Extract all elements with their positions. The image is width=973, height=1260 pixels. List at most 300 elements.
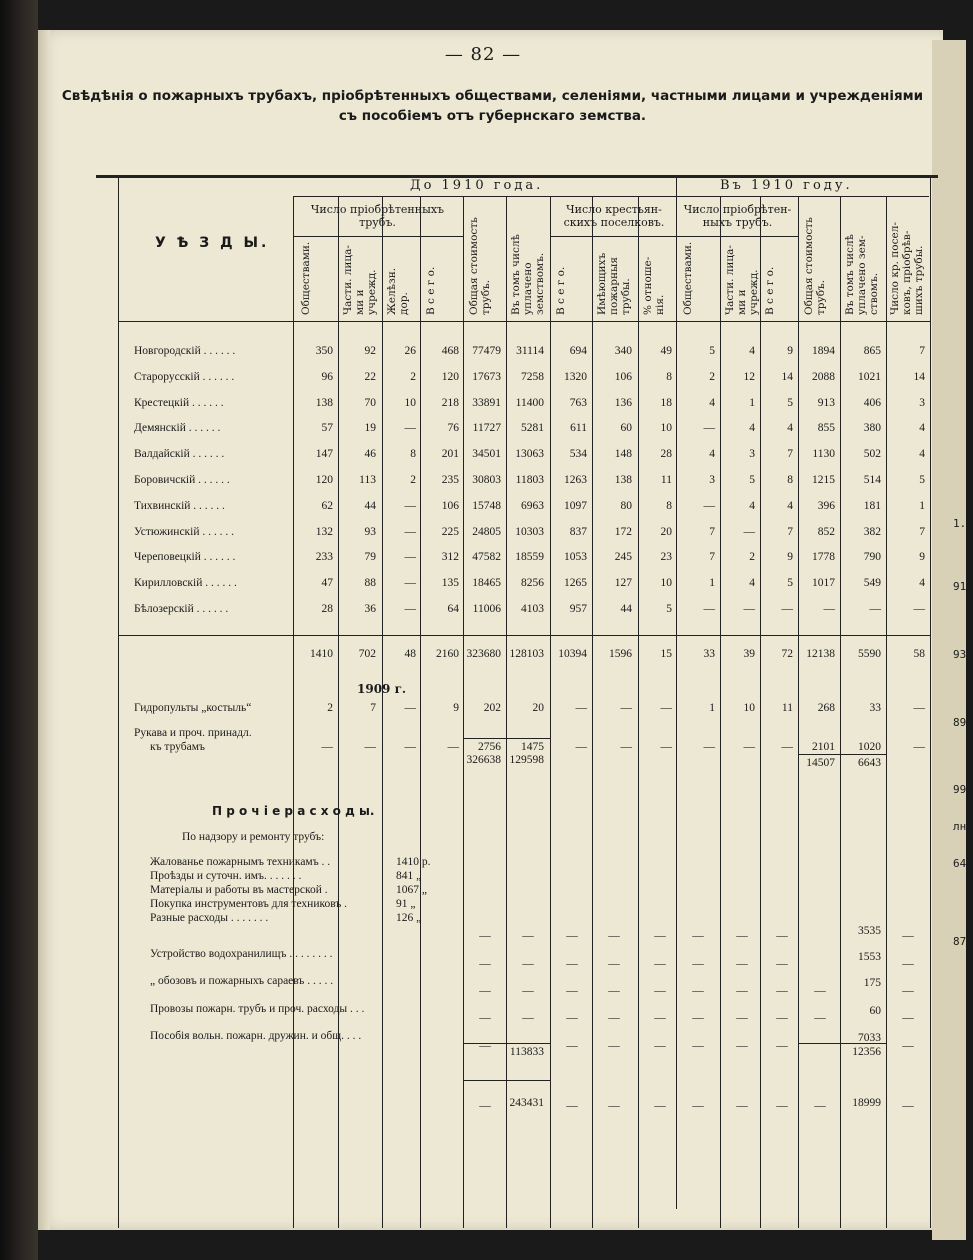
expense-1910: 60 [869, 1005, 881, 1017]
cell: 5590 [858, 648, 881, 660]
cell: 11006 [472, 603, 501, 615]
dash-cell: — [608, 1012, 620, 1024]
page-edge [38, 30, 50, 1230]
cell: — [404, 422, 416, 435]
cell: 4 [709, 396, 715, 409]
header-col-villages-1910: Число кр. посел-ковъ, пріобрѣв-шихъ трубы. [889, 222, 925, 315]
cell: 23 [660, 551, 672, 564]
cell: 46 [364, 448, 376, 461]
supervision-title: По надзору и ремонту трубъ: [182, 831, 325, 843]
cell: — [575, 702, 587, 714]
cell: 323680 [466, 648, 501, 660]
dash-cell: — [566, 958, 578, 970]
cell: 47 [321, 577, 333, 590]
cell: 8 [787, 474, 793, 486]
header-col-total-1910: В с е г о. [764, 266, 776, 315]
cell: 9 [787, 345, 793, 357]
cell: 106 [614, 370, 632, 383]
cell: 852 [817, 525, 835, 538]
dash-cell: — [814, 1012, 826, 1024]
dash-cell: — [736, 1040, 748, 1052]
cell: 1017 [812, 577, 835, 590]
dash-cell: — [479, 1040, 491, 1052]
grand-1910: 18999 [852, 1097, 881, 1109]
cell: — [364, 741, 376, 753]
dash-cell: — [479, 930, 491, 942]
cell: 48 [404, 648, 416, 660]
facing-page [932, 40, 966, 1240]
dash-cell: — [654, 1100, 666, 1112]
dash-cell: — [692, 958, 704, 970]
cell: 24805 [472, 525, 501, 538]
dash-cell: — [608, 930, 620, 942]
dash-cell: — [902, 985, 914, 997]
cell: 31114 [516, 345, 544, 357]
cell: 2101 [812, 741, 835, 753]
cell: — [823, 603, 835, 615]
cell: 88 [364, 577, 376, 590]
grand-rule [463, 1080, 551, 1081]
district-name: Тихвинскій . . . . . . [134, 499, 225, 512]
header-col-private: Части. лица-ми и учрежд. [342, 245, 378, 315]
dash-cell: — [736, 930, 748, 942]
header-col-paid: Въ томъ числѣ уплачено земствомъ. [510, 234, 546, 315]
dash-cell: — [736, 958, 748, 970]
cell: 9 [787, 551, 793, 564]
header-bottom-rule [118, 321, 930, 322]
cell: — [703, 422, 715, 435]
hydro-name: Гидропульты „костыль“ [134, 702, 252, 714]
dash-cell: — [692, 985, 704, 997]
hoses-name-2: къ трубамъ [150, 741, 205, 753]
column-rule [930, 178, 931, 1228]
dash-cell: — [654, 985, 666, 997]
cell: 790 [863, 551, 881, 564]
dash-cell: — [692, 1040, 704, 1052]
hoses-name-1: Рукава и проч. принадл. [134, 727, 252, 739]
cell: 58 [913, 648, 925, 660]
cell: 181 [863, 499, 881, 512]
supervision-item-label: Проѣзды и суточн. имъ. . . . . . . [150, 870, 302, 882]
cell: 7 [919, 345, 925, 357]
cell: 2160 [436, 648, 459, 660]
subtotal-cost-1910: 14507 [806, 757, 835, 769]
cell: 514 [863, 474, 881, 486]
cell: — [743, 741, 755, 753]
cell: 128103 [509, 648, 544, 660]
cell: — [869, 603, 881, 615]
cell: 1410 [310, 648, 333, 660]
supervision-item-value: 1067 „ [396, 884, 427, 896]
cell: — [404, 499, 416, 512]
group-rule-3 [676, 236, 798, 237]
cell: 913 [817, 396, 835, 409]
cell: 763 [569, 396, 587, 409]
cell: 312 [441, 551, 459, 564]
expense-label: Устройство водохранилищъ . . . . . . . . [150, 948, 333, 960]
cell: 1097 [564, 499, 587, 512]
dash-cell: — [654, 930, 666, 942]
cell: 15 [660, 648, 672, 660]
cell: 49 [660, 345, 672, 357]
supervision-item-value: 91 „ [396, 898, 416, 910]
dash-cell: — [608, 1100, 620, 1112]
cell: 6963 [521, 499, 544, 512]
header-col-societies: Обществами. [300, 241, 312, 315]
cell: 225 [441, 525, 459, 538]
cell: 2 [709, 370, 715, 383]
cell: 837 [569, 525, 587, 538]
district-name: Демянскій . . . . . . [134, 422, 221, 435]
cell: 62 [321, 499, 333, 512]
cell: 57 [321, 422, 333, 435]
cell: 549 [863, 577, 881, 590]
cell: 7 [787, 448, 793, 461]
dash-cell: — [776, 1040, 788, 1052]
cell: 10 [660, 577, 672, 590]
totals-rule [118, 635, 930, 636]
cell: 10394 [558, 648, 587, 660]
cell: 340 [614, 345, 632, 357]
cell: 28 [321, 603, 333, 615]
cell: 3 [919, 396, 925, 409]
cell: 96 [321, 370, 333, 383]
subtotal-paid-1910: 6643 [858, 757, 881, 769]
dash-cell: — [479, 1012, 491, 1024]
cell: 44 [364, 499, 376, 512]
page-title [50, 86, 935, 126]
cell: 93 [364, 525, 376, 538]
cell: 12138 [806, 648, 835, 660]
group-rule-2 [550, 236, 676, 237]
cell: 106 [441, 499, 459, 512]
title-line-1: Свѣдѣнія о пожарныхъ трубахъ, пріобрѣтенныхъ обществами, селеніями, частными лицами и учрежденіями [61, 88, 924, 104]
dash-cell: — [902, 930, 914, 942]
cell: 268 [817, 702, 835, 714]
cell: 33891 [472, 396, 501, 409]
district-name: Кирилловскій . . . . . . [134, 577, 237, 590]
dash-cell: — [654, 1012, 666, 1024]
cell: 1596 [609, 648, 632, 660]
cell: 10303 [515, 525, 544, 538]
cell: 201 [441, 448, 459, 461]
cell: — [743, 603, 755, 615]
header-col-societies-1910: Обществами. [682, 241, 694, 315]
cell: — [404, 551, 416, 564]
cell: 502 [863, 448, 881, 461]
cell: 11803 [515, 474, 544, 486]
dash-cell: — [692, 930, 704, 942]
expense-1910: 3535 [858, 925, 881, 937]
cell: 79 [364, 551, 376, 564]
cell: 1130 [812, 448, 835, 461]
group-pipes-header: Число пріобрѣтенныхъ трубъ. [310, 203, 445, 229]
cell: 4 [787, 499, 793, 512]
cell: 132 [315, 525, 333, 538]
other-expenses-title: П р о ч і е р а с х о д ы. [212, 804, 375, 818]
dash-cell: — [522, 985, 534, 997]
dash-cell: — [736, 1012, 748, 1024]
cell: 7 [370, 702, 376, 714]
dash-cell: — [566, 930, 578, 942]
cell: 1 [709, 577, 715, 590]
district-name: Устюжинскій . . . . . . [134, 525, 234, 538]
cell: 138 [315, 396, 333, 409]
cell: 19 [364, 422, 376, 435]
group-pipes-1910-header: Число пріобрѣтен-ныхъ трубъ. [683, 203, 792, 229]
cell: 14 [913, 370, 925, 383]
header-subrule [293, 196, 929, 197]
cell: 350 [315, 345, 333, 357]
dash-cell: — [902, 1100, 914, 1112]
title-line-2: съ пособіемъ отъ губернскаго земства. [338, 108, 647, 124]
dash-cell: — [566, 1040, 578, 1052]
expense-total-1910: 12356 [852, 1046, 881, 1058]
cell: 235 [441, 474, 459, 486]
cell: 3 [749, 448, 755, 461]
cell: 855 [817, 422, 835, 435]
cell: 22 [364, 370, 376, 383]
dash-cell: — [736, 985, 748, 997]
cell: 14 [781, 370, 793, 383]
supervision-item-value: 126 „ [396, 912, 422, 924]
district-name: Череповецкій . . . . . . [134, 551, 236, 564]
cell: 80 [620, 499, 632, 512]
cell: 1778 [812, 551, 835, 564]
supervision-item-value: 1410 р. [396, 856, 431, 868]
district-name: Старорусскій . . . . . . [134, 370, 235, 383]
cell: 120 [441, 370, 459, 383]
dash-cell: — [776, 1012, 788, 1024]
district-name: Новгородскій . . . . . . [134, 345, 236, 357]
dash-cell: — [776, 958, 788, 970]
before-1910-header: До 1910 года. [410, 178, 544, 193]
cell: 8 [666, 499, 672, 512]
cell: 20 [660, 525, 672, 538]
cell: 2 [410, 370, 416, 383]
cell: 1 [709, 702, 715, 714]
cell: 33 [703, 648, 715, 660]
cell: 1320 [564, 370, 587, 383]
cell: 245 [614, 551, 632, 564]
cell: 406 [863, 396, 881, 409]
cell: 11 [660, 474, 672, 486]
cell: 233 [315, 551, 333, 564]
dash-cell: — [692, 1012, 704, 1024]
header-col-villages-total: В с е г о. [555, 266, 567, 315]
cell: 5 [749, 474, 755, 486]
cell: 1021 [858, 370, 881, 383]
dash-cell: — [776, 985, 788, 997]
cell: 1263 [564, 474, 587, 486]
district-name: Крестецкій . . . . . . [134, 396, 224, 409]
supervision-item-label: Покупка инструментовъ для техниковъ . [150, 898, 348, 910]
cell: 44 [620, 603, 632, 615]
districts-header: У Ѣ З Д Ы. [155, 235, 270, 251]
supervision-item-label: Жалованье пожарнымъ техникамъ . . [150, 856, 331, 868]
dash-cell: — [608, 985, 620, 997]
cell: 28 [660, 448, 672, 461]
cell: 2756 [478, 741, 501, 753]
cell: 76 [447, 422, 459, 435]
dash-cell: — [566, 1100, 578, 1112]
page-number: — 82 — [444, 44, 522, 65]
group-rule-1 [293, 236, 463, 237]
cell: 72 [781, 648, 793, 660]
district-name: Боровичскій . . . . . . [134, 474, 230, 486]
cell: 382 [863, 525, 881, 538]
cell: — [404, 577, 416, 590]
cell: 10 [404, 396, 416, 409]
cell: — [660, 702, 672, 714]
cell: — [575, 741, 587, 753]
cell: 7 [709, 525, 715, 538]
expense-label: Пособія вольн. пожарн. дружин. и общ. . . . [150, 1030, 362, 1042]
cell: 694 [569, 345, 587, 357]
dash-cell: — [692, 1100, 704, 1112]
cell: — [703, 499, 715, 512]
cell: 1 [749, 396, 755, 409]
cell: 11 [781, 702, 793, 714]
cell: 8256 [521, 577, 544, 590]
dash-cell: — [522, 1012, 534, 1024]
cell: — [404, 702, 416, 714]
dash-cell: — [608, 958, 620, 970]
expense-1910: 7033 [858, 1032, 881, 1044]
dash-cell: — [902, 1012, 914, 1024]
cell: 4 [709, 448, 715, 461]
dash-cell: — [608, 1040, 620, 1052]
cell: 34501 [472, 448, 501, 461]
cell: 18465 [472, 577, 501, 590]
cell: 4 [787, 422, 793, 435]
cell: 7258 [521, 370, 544, 383]
facing-page-number: 89 [953, 716, 967, 729]
group-villages-header: Число крестьян-скихъ поселковъ. [563, 203, 665, 229]
header-col-having: Имѣющихъ пожарныя трубы. [596, 252, 632, 315]
cell: 4 [919, 422, 925, 435]
cell: 3 [709, 474, 715, 486]
cell: 8 [666, 370, 672, 383]
grand-paid: 243431 [509, 1097, 544, 1109]
cell: 5 [919, 474, 925, 486]
cell: 1053 [564, 551, 587, 564]
cell: 468 [441, 345, 459, 357]
cell: — [660, 741, 672, 753]
subtotal-paid: 129598 [509, 754, 544, 766]
dash-cell: — [814, 985, 826, 997]
cell: 4 [749, 577, 755, 590]
cell: 7 [919, 525, 925, 538]
cell: 113 [359, 474, 376, 486]
cell: 534 [569, 448, 587, 461]
cell: 33 [869, 702, 881, 714]
cell: 1020 [858, 741, 881, 753]
cell: 1894 [812, 345, 835, 357]
cell: 13063 [515, 448, 544, 461]
cell: 396 [817, 499, 835, 512]
column-rule [676, 178, 677, 1209]
cell: 9 [919, 551, 925, 564]
dash-cell: — [522, 958, 534, 970]
cell: 8 [410, 448, 416, 461]
subtotal-rule [463, 738, 551, 739]
supervision-item-value: 841 „ [396, 870, 422, 882]
cell: 611 [570, 422, 587, 435]
cell: 4 [749, 345, 755, 357]
cell: 70 [364, 396, 376, 409]
cell: 135 [441, 577, 459, 590]
cell: — [913, 702, 925, 714]
cell: 1215 [812, 474, 835, 486]
cell: 4103 [521, 603, 544, 615]
cell: 202 [483, 702, 501, 714]
cell: 20 [532, 702, 544, 714]
cell: 2088 [812, 370, 835, 383]
cell: 47582 [472, 551, 501, 564]
dash-cell: — [566, 985, 578, 997]
cell: 4 [919, 577, 925, 590]
cell: 5 [787, 396, 793, 409]
facing-page-number: 99 [953, 783, 967, 796]
cell: 60 [620, 422, 632, 435]
facing-page-number: лн [953, 820, 967, 833]
year-1909-label: 1909 г. [357, 682, 407, 696]
cell: 5 [709, 345, 715, 357]
cell: 10 [660, 422, 672, 435]
district-name: Валдайскій . . . . . . [134, 448, 225, 461]
cell: 5281 [521, 422, 544, 435]
cell: 2 [749, 551, 755, 564]
expense-label: Провозы пожарн. трубъ и проч. расходы . . . [150, 1003, 365, 1015]
cell: — [321, 741, 333, 753]
dash-cell: — [654, 1040, 666, 1052]
cell: 138 [614, 474, 632, 486]
cell: 148 [614, 448, 632, 461]
cell: 1475 [521, 741, 544, 753]
header-col-total: В с е г о. [425, 266, 437, 315]
cell: 4 [749, 499, 755, 512]
cell: 39 [743, 648, 755, 660]
cell: — [620, 741, 632, 753]
cell: 218 [441, 396, 459, 409]
dash-cell: — [736, 1100, 748, 1112]
cell: 5 [666, 603, 672, 615]
cell: 4 [749, 422, 755, 435]
book-binding [0, 0, 38, 1260]
cell: 127 [614, 577, 632, 590]
dash-cell: — [566, 1012, 578, 1024]
supervision-item-label: Матеріалы и работы въ мастерской . [150, 884, 328, 896]
cell: 147 [315, 448, 333, 461]
dash-cell: — [776, 930, 788, 942]
header-col-railway: Желѣзн. дор. [386, 267, 410, 315]
cell: — [913, 741, 925, 753]
cell: 26 [404, 345, 416, 357]
cell: 957 [569, 603, 587, 615]
facing-page-number: 87. [953, 935, 973, 948]
cell: — [620, 702, 632, 714]
expense-label: „ обозовъ и пожарныхъ сараевъ . . . . . [150, 975, 334, 987]
cell: — [404, 741, 416, 753]
cell: 5 [787, 577, 793, 590]
header-col-private-1910: Части. лица-ми и учрежд. [724, 245, 760, 315]
facing-page-number: 64. [953, 857, 973, 870]
cell: 865 [863, 345, 881, 357]
cell: 15748 [472, 499, 501, 512]
expense-1910-b: 1553 [858, 951, 881, 963]
district-name: Бѣлозерскій . . . . . . [134, 603, 229, 615]
